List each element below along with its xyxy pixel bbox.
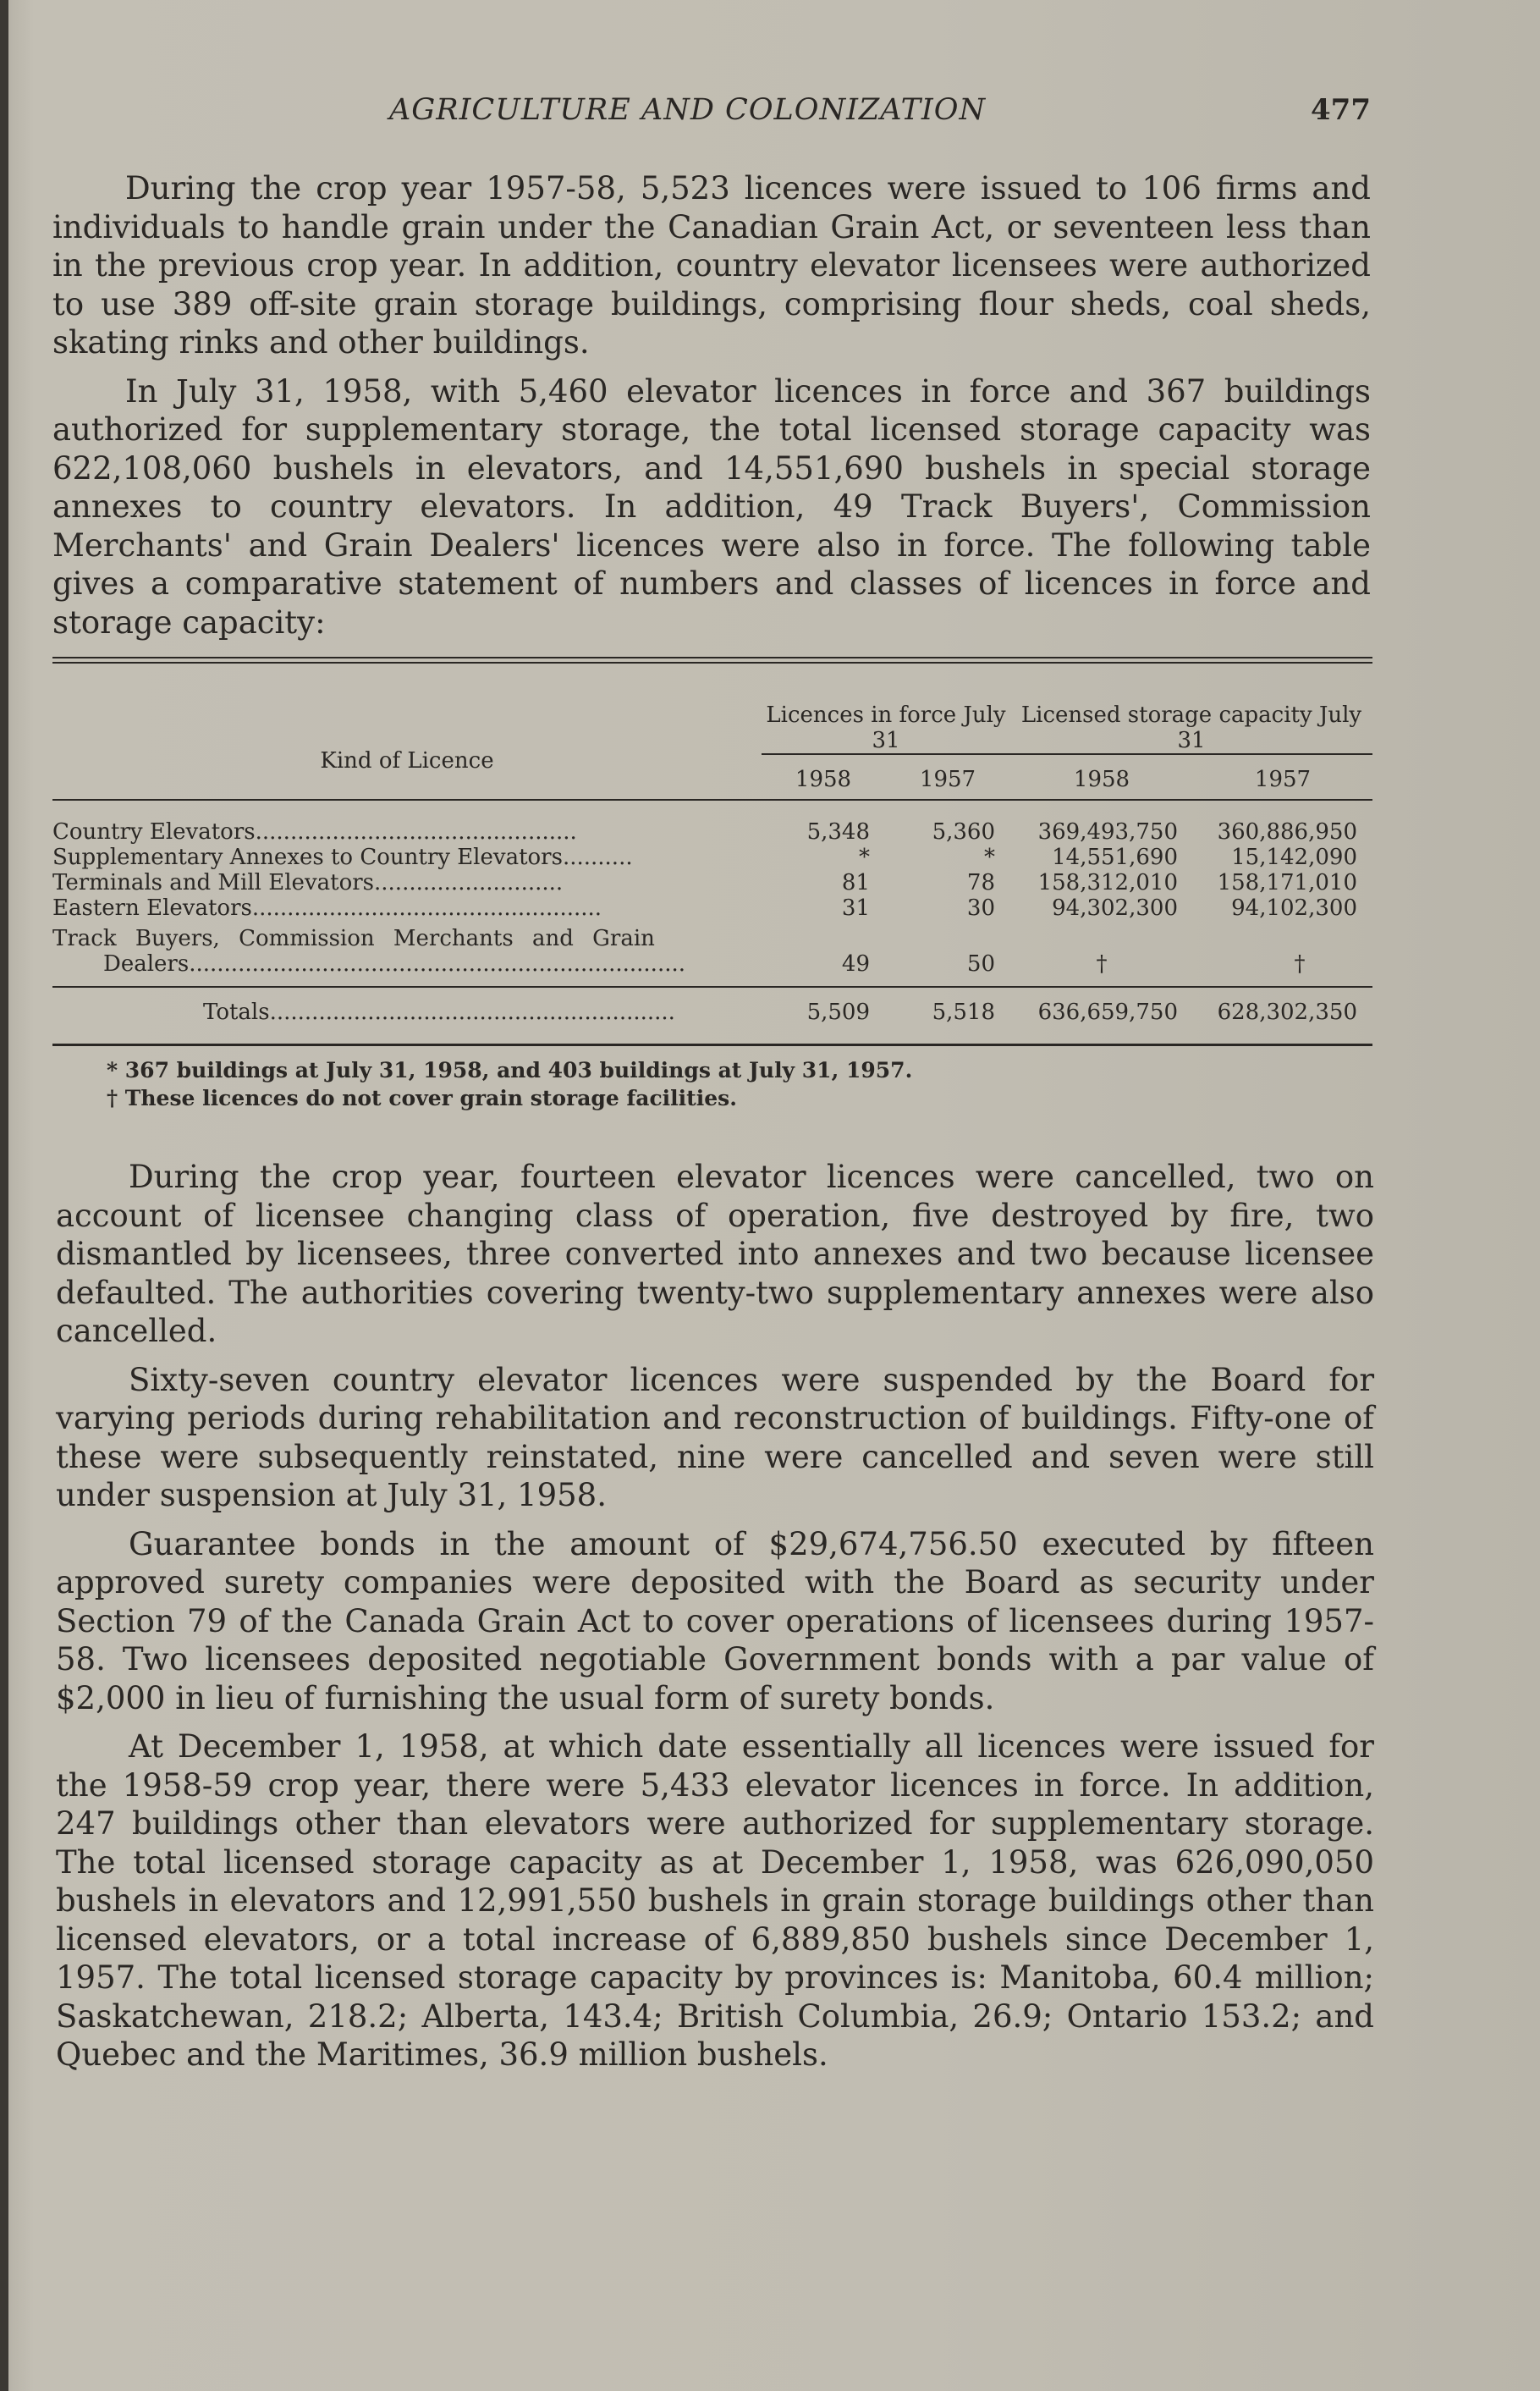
row-kind-line2: Dealers <box>103 951 190 977</box>
paragraph: In July 31, 1958, with 5,460 elevator licences in force and 367 buildings authorized for supplementary storage, the total licensed storage capacity was 622,108,060 bushels in elevators, and 14,551,690 bushels in special storage annexes to country elevators. In addition, 49 Track Buyers', Commission Merchants' and Grain Dealers' licences were also in force. The following table gives a comparative statement of numbers and classes of licences in force and storage capacity: <box>52 372 1371 641</box>
row-kind: Country Elevators <box>52 819 256 845</box>
paragraph: During the crop year, fourteen elevator licences were cancelled, two on account of licensee changing class of operation, five destroyed by fire, two dismantled by licensees, three converted into annexes and two because licensee defaulted. The authorities covering twenty-two supplementary annexes were also cancelled. <box>56 1159 1374 1349</box>
cell-cap-1957: 94,102,300 <box>1231 895 1357 921</box>
running-header <box>389 93 1371 135</box>
table-row: Supplementary Annexes to Country Elevators.......... * * 14,551,690 15,142,090 <box>52 845 1372 870</box>
paragraph: During the crop year 1957-58, 5,523 licences were issued to 106 firms and individuals to handle grain under the Canadian Grain Act, or seventeen less than in the previous crop year. In addition, country elevator licensees were authorized to use 389 off-site grain storage buildings, comprising flour sheds, coal sheds, skating rinks and other buildings. <box>52 170 1371 361</box>
cell-lic-1958: 81 <box>841 870 870 895</box>
header-year: 1958 <box>795 767 852 792</box>
header-storage-capacity: Licensed storage capacity July 31 <box>1010 664 1372 754</box>
totals-label: Totals <box>203 1000 270 1025</box>
total-lic-1958: 5,509 <box>806 1000 870 1025</box>
cell-lic-1957: 30 <box>966 895 995 921</box>
table-row: Terminals and Mill Elevators........................... 81 78 158,312,010 158,171,010 <box>52 870 1372 895</box>
header-licences-in-force: Licences in force July 31 <box>762 664 1010 754</box>
cell-cap-1958: 14,551,690 <box>1052 845 1178 870</box>
book-spine <box>0 0 8 2391</box>
cell-lic-1958: 5,348 <box>806 819 870 845</box>
row-kind-line1: Track Buyers, Commission Merchants and Grain <box>52 926 655 951</box>
cell-cap-1958: 369,493,750 <box>1037 819 1178 845</box>
cell-cap-1957: 15,142,090 <box>1231 845 1357 870</box>
table-row: Country Elevators.............................................. 5,348 5,360 369,493,750 360,886,950 <box>52 800 1372 845</box>
paragraph: Sixty-seven country elevator licences were suspended by the Board for varying periods during rehabilitation and reconstruction of buildings. Fifty-one of these were subsequently reinstated, nine were cancelled and seven were still under suspension at July 31, 1958. <box>56 1361 1374 1513</box>
footnote: * 367 buildings at July 31, 1958, and 403 buildings at July 31, 1957. <box>107 1058 913 1083</box>
row-kind: Terminals and Mill Elevators <box>52 870 375 895</box>
cell-cap-1958: 158,312,010 <box>1037 870 1178 895</box>
cell-cap-1957: † <box>1294 951 1306 977</box>
table-row: Track Buyers, Commission Merchants and Grain Dealers....................................................................... 49 50 † † <box>52 921 1372 977</box>
table-row: Eastern Elevators.................................................. 31 30 94,302,300 94,102,300 <box>52 895 1372 921</box>
row-kind: Supplementary Annexes to Country Elevators <box>52 845 563 870</box>
cell-cap-1958: † <box>1096 951 1108 977</box>
cell-lic-1958: * <box>859 845 870 870</box>
row-kind: Eastern Elevators <box>52 895 252 921</box>
cell-lic-1957: 78 <box>966 870 995 895</box>
cell-lic-1957: 5,360 <box>932 819 995 845</box>
closing-paragraphs <box>56 1158 1374 2085</box>
cell-lic-1958: 49 <box>841 951 870 977</box>
cell-cap-1957: 360,886,950 <box>1217 819 1357 845</box>
cell-lic-1958: 31 <box>841 895 870 921</box>
footnote: † These licences do not cover grain storage facilities. <box>107 1086 737 1110</box>
table-bottom-rule <box>52 1044 1372 1046</box>
paragraph: Guarantee bonds in the amount of $29,674,756.50 executed by fifteen approved surety companies were deposited with the Board as security under Section 79 of the Canada Grain Act to cover operations of licensees during 1957-58. Two licensees deposited negotiable Government bonds with a par value of $2,000 in lieu of furnishing the usual form of surety bonds. <box>56 1525 1374 1716</box>
paragraph: At December 1, 1958, at which date essentially all licences were issued for the 1958-59 crop year, there were 5,433 elevator licences in force. In addition, 247 buildings other than elevators were authorized for supplementary storage. The total licensed storage capacity as at December 1, 1958, was 626,090,050 bushels in elevators and 12,991,550 bushels in grain storage buildings other than licensed elevators, or a total increase of 6,889,850 bushels since December 1, 1957. The total licensed storage capacity by provinces is: Manitoba, 60.4 million; Saskatchewan, 218.2; Alberta, 143.4; British Columbia, 26.9; Ontario 153.2; and Quebec and the Maritimes, 36.9 million bushels. <box>56 1728 1374 2073</box>
total-lic-1957: 5,518 <box>932 1000 995 1025</box>
header-kind-of-licence: Kind of Licence <box>320 748 494 774</box>
page-number: 477 <box>1311 93 1371 127</box>
cell-lic-1957: 50 <box>966 951 995 977</box>
licences-table <box>52 657 1372 1112</box>
table-top-rule <box>52 657 1372 664</box>
total-cap-1957: 628,302,350 <box>1217 1000 1357 1025</box>
header-year: 1957 <box>1254 767 1312 792</box>
total-cap-1958: 636,659,750 <box>1037 1000 1178 1025</box>
totals-row: Totals.......................................................... 5,509 5,518 636,659,750 628,302,350 <box>52 988 1372 1040</box>
running-title: AGRICULTURE AND COLONIZATION <box>389 93 987 127</box>
cell-cap-1958: 94,302,300 <box>1052 895 1178 921</box>
cell-cap-1957: 158,171,010 <box>1217 870 1357 895</box>
cell-lic-1957: * <box>984 845 995 870</box>
intro-paragraphs <box>52 169 1371 652</box>
header-year: 1958 <box>1073 767 1130 792</box>
table-footnotes <box>52 1056 1372 1112</box>
header-year: 1957 <box>919 767 976 792</box>
